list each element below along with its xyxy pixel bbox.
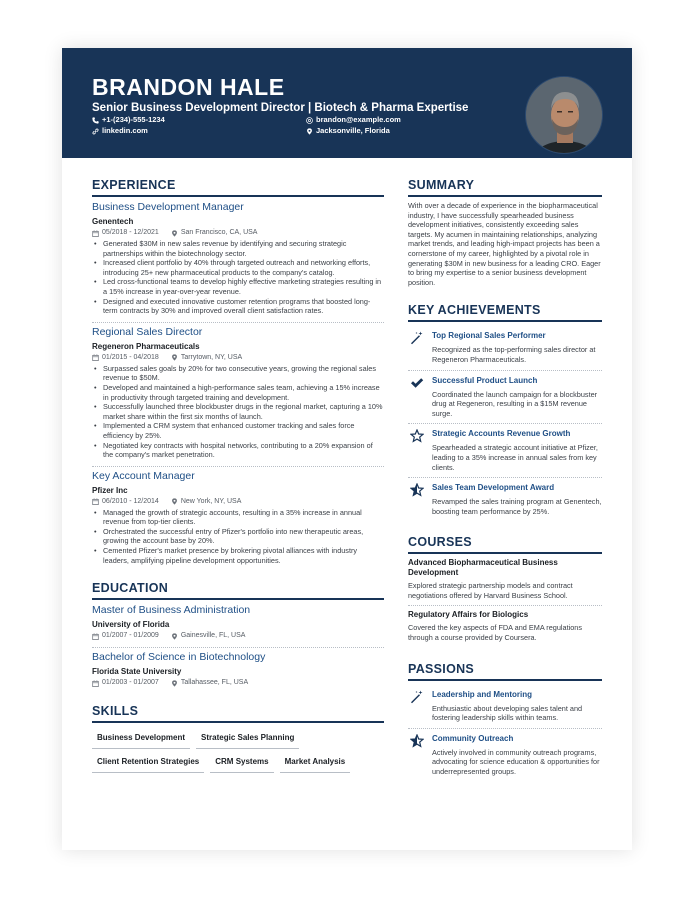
degree-title: Master of Business Administration <box>92 604 251 617</box>
contact-phone[interactable] <box>92 115 165 125</box>
star-half-icon <box>410 734 424 748</box>
location-text: Jacksonville, Florida <box>316 126 390 135</box>
bullet-item: • Led cross-functional teams to develop highly effective marketing strategies resulting in a 15% increase in year-over-year revenue. <box>92 277 384 296</box>
achievement-item <box>408 424 602 478</box>
job-location: Tarrytown, NY, USA <box>180 353 243 361</box>
company-name: Regeneron Pharmaceuticals <box>92 341 200 351</box>
checkmark-icon <box>410 376 424 390</box>
location-pin-icon <box>171 230 178 237</box>
bullet-item: • Surpassed sales goals by 20% for two consecutive years, growing the regional sales revenue to $50M. <box>92 364 384 383</box>
candidate-headline: Senior Business Development Director | Biotech & Pharma Expertise <box>92 102 469 114</box>
job-bullets <box>92 364 384 460</box>
avatar-portrait <box>526 77 603 154</box>
achievement-title: Top Regional Sales Performer <box>432 331 546 341</box>
passion-desc: Enthusiastic about developing sales talent and fostering leadership skills within teams. <box>432 703 583 723</box>
calendar-icon <box>92 354 99 361</box>
job-bullets <box>92 508 384 566</box>
right-column <box>408 178 602 782</box>
job-bullets <box>92 239 384 316</box>
job-meta <box>92 497 384 507</box>
experience-item <box>92 326 384 460</box>
education-item <box>92 604 384 641</box>
phone-icon <box>92 117 99 124</box>
job-title: Regional Sales Director <box>92 325 203 338</box>
course-desc: Explored strategic partnership models and contract negotiations offered by Harvard Business School. <box>408 581 573 600</box>
calendar-icon <box>92 498 99 505</box>
bullet-item: • Implemented a CRM system that enhanced customer tracking and sales force efficiency by 25%. <box>92 421 384 440</box>
achievement-title: Sales Team Development Award <box>432 483 555 493</box>
summary-heading: SUMMARY <box>408 178 602 197</box>
education-dates: 01/2003 - 01/2007 <box>102 679 159 687</box>
location-pin-icon <box>171 354 178 361</box>
magic-wand-icon <box>410 690 424 704</box>
divider <box>92 322 384 323</box>
passion-item <box>408 729 602 782</box>
bullet-item: • Orchestrated the successful entry of Pfizer's portfolio into new therapeutic areas, growing the account base by 20%. <box>92 527 384 546</box>
job-dates: 05/2018 - 12/2021 <box>102 229 159 236</box>
location-pin-icon <box>306 128 313 135</box>
experience-item <box>92 470 384 566</box>
phone-text: +1-(234)-555-1234 <box>102 115 165 124</box>
passions-list <box>408 685 602 782</box>
calendar-icon <box>92 633 99 640</box>
company-name: Pfizer Inc <box>92 485 128 495</box>
skill-tag: Client Retention Strategies <box>92 753 204 773</box>
linkedin-text: linkedin.com <box>102 126 148 135</box>
skill-tag: Business Development <box>92 729 190 749</box>
degree-title: Bachelor of Science in Biotechnology <box>92 651 266 664</box>
calendar-icon <box>92 230 99 237</box>
bullet-item: • Cemented Pfizer's market presence by brokering pivotal alliances with industry leaders, amplifying pipeline development opportunities. <box>92 546 384 565</box>
contact-location <box>306 126 390 136</box>
education-meta <box>92 678 384 688</box>
magic-wand-icon <box>410 331 424 345</box>
company-name: Genentech <box>92 217 134 226</box>
bullet-item: • Negotiated key contracts with hospital networks, contributing to a 20% expansion of the company's market penetration. <box>92 441 384 460</box>
education-item <box>92 651 384 688</box>
divider <box>92 466 384 467</box>
achievement-item <box>408 478 602 521</box>
course-title: Advanced Biopharmaceutical Business Development <box>408 558 558 578</box>
course-item <box>408 558 602 606</box>
achievement-desc: Spearheaded a strategic account initiative at Pfizer, leading to a 35% increase in annual sales from key clients. <box>432 443 598 472</box>
location-pin-icon <box>171 498 178 505</box>
course-item <box>408 610 602 647</box>
job-dates: 06/2010 - 12/2014 <box>102 497 159 505</box>
passions-heading: PASSIONS <box>408 662 602 681</box>
job-dates: 01/2015 - 04/2018 <box>102 353 159 361</box>
achievement-desc: Recognized as the top-performing sales director at Regeneron Pharmaceuticals. <box>432 345 596 364</box>
passion-title: Leadership and Mentoring <box>432 689 533 699</box>
school-name: University of Florida <box>92 620 170 630</box>
summary-text: With over a decade of experience in the biopharmaceutical industry, I have successfully spearheaded business development initiatives, consistently exceeding sales targets. My acumen in maintaining relationships, analyzing market trends, and leading high-impact projects has been a cornerstone of my career, highlighted by a pivotal role in generating $30M in new business for a leading CRO. Eager to bring my expertise to a senior business development position. <box>408 201 601 287</box>
job-title: Business Development Manager <box>92 201 244 213</box>
passion-desc: Actively involved in community outreach programs, advocating for science education & opportunities for underrepresented groups. <box>432 747 600 777</box>
job-title: Key Account Manager <box>92 469 195 482</box>
school-name: Florida State University <box>92 667 182 677</box>
contact-email[interactable] <box>306 115 401 125</box>
bullet-item: • Developed and maintained a high-performance sales team, achieving a 15% increase in productivity through targeted training and development. <box>92 383 384 402</box>
education-location: Gainesville, FL, USA <box>180 632 246 640</box>
education-location: Tallahassee, FL, USA <box>180 679 249 687</box>
bullet-item: • Generated $30M in new sales revenue by identifying and securing strategic partnerships within the biotechnology sector. <box>92 239 384 258</box>
skills-heading: SKILLS <box>92 704 384 723</box>
link-icon <box>92 128 99 135</box>
achievement-desc: Revamped the sales training program at Genentech, boosting team performance by 25%. <box>432 497 602 516</box>
divider <box>92 647 384 648</box>
achievement-title: Successful Product Launch <box>432 375 538 385</box>
education-heading: EDUCATION <box>92 581 384 600</box>
skill-tag: Strategic Sales Planning <box>196 729 299 749</box>
location-pin-icon <box>171 633 178 640</box>
achievement-item <box>408 371 602 425</box>
course-desc: Covered the key aspects of FDA and EMA regulations through a course provided by Coursera. <box>408 623 583 643</box>
job-location: New York, NY, USA <box>180 497 242 505</box>
skill-tag: CRM Systems <box>210 753 273 773</box>
experience-item <box>92 201 384 316</box>
star-half-icon <box>410 483 424 497</box>
bullet-item: • Designed and executed innovative customer retention programs that boosted long-term contracts by 30% and improved overall client satisfaction rates. <box>92 297 384 316</box>
achievement-item <box>408 326 602 370</box>
calendar-icon <box>92 680 99 687</box>
resume-page <box>62 48 632 850</box>
skills-list <box>92 729 384 773</box>
job-meta <box>92 228 384 238</box>
skill-tag: Market Analysis <box>280 753 351 773</box>
courses-heading: COURSES <box>408 535 602 554</box>
job-location: San Francisco, CA, USA <box>180 229 258 236</box>
bullet-item: • Increased client portfolio by 40% through targeted outreach and networking efforts, introducing 25+ new pharmaceutical products to the company's catalog. <box>92 258 384 277</box>
location-pin-icon <box>171 680 178 687</box>
course-title: Regulatory Affairs for Biologics <box>408 610 529 620</box>
at-sign-icon <box>306 117 313 124</box>
passion-item <box>408 685 602 729</box>
achievements-list <box>408 326 602 521</box>
achievement-desc: Coordinated the launch campaign for a blockbuster drug at Regeneron, resulting in a $15M revenue surge. <box>432 389 598 418</box>
star-outline-icon <box>410 429 424 443</box>
education-dates: 01/2007 - 01/2009 <box>102 632 159 640</box>
bullet-item: • Successfully launched three blockbuster drugs in the regional market, capturing a 10% market share within the first six months of launch. <box>92 402 384 421</box>
achievement-title: Strategic Accounts Revenue Growth <box>432 429 571 439</box>
courses-list <box>408 558 602 647</box>
experience-heading: EXPERIENCE <box>92 178 384 197</box>
achievements-heading: KEY ACHIEVEMENTS <box>408 303 602 322</box>
bullet-item: • Managed the growth of strategic accounts, resulting in a 35% increase in annual revenue from top-tier clients. <box>92 508 384 527</box>
contact-linkedin[interactable] <box>92 126 148 136</box>
resume-header <box>62 48 632 158</box>
education-meta <box>92 631 384 641</box>
email-text: brandon@example.com <box>316 115 401 124</box>
profile-photo <box>525 76 603 154</box>
left-column <box>92 178 384 773</box>
candidate-name: BRANDON HALE <box>92 74 285 100</box>
job-meta <box>92 353 384 363</box>
passion-title: Community Outreach <box>432 733 514 743</box>
